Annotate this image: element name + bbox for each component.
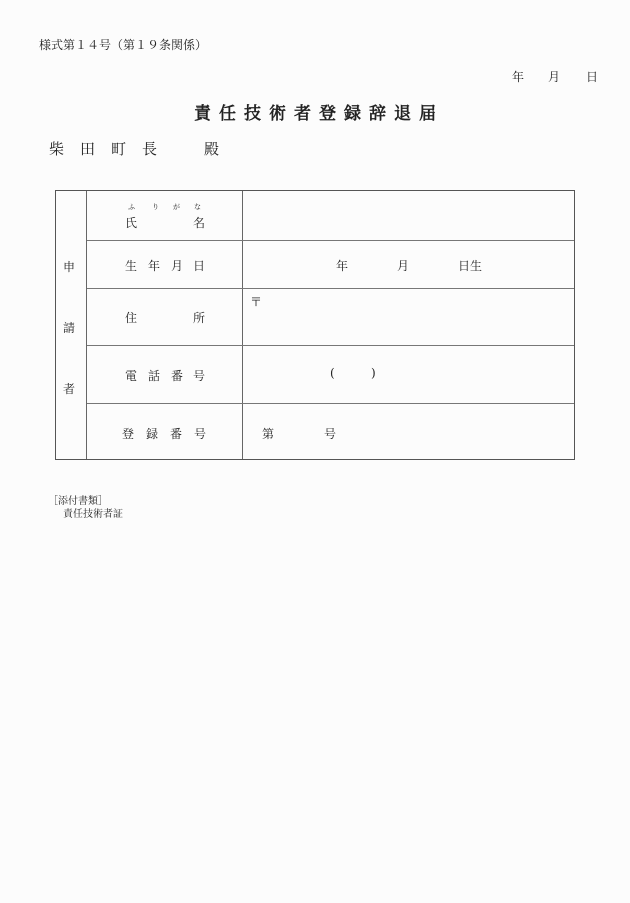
furigana-char: ふ bbox=[128, 203, 135, 211]
phone-label-char: 号 bbox=[193, 369, 206, 383]
birthdate-label-char: 年 bbox=[148, 259, 161, 273]
registration-prefix: 第 bbox=[262, 427, 275, 441]
addressee-char: 柴 bbox=[49, 140, 65, 158]
registration-label-char: 録 bbox=[146, 427, 159, 441]
applicant-label-char: 者 bbox=[63, 382, 76, 396]
addressee-char: 長 bbox=[142, 140, 158, 158]
registration-suffix: 号 bbox=[324, 427, 337, 441]
form-number: 様式第１４号（第１９条関係） bbox=[39, 38, 208, 52]
registration-label-char: 登 bbox=[122, 427, 135, 441]
furigana-char: り bbox=[152, 203, 159, 211]
furigana-char: な bbox=[194, 203, 201, 211]
phone-field[interactable] bbox=[244, 346, 574, 403]
column-divider bbox=[86, 191, 87, 459]
applicant-label-char: 請 bbox=[63, 321, 76, 335]
registration-label-char: 号 bbox=[194, 427, 207, 441]
attachment-item: 責任技術者証 bbox=[63, 509, 123, 520]
address-label-char: 住 bbox=[125, 311, 138, 325]
date-day-label: 日 bbox=[586, 70, 599, 84]
birthdate-field[interactable] bbox=[244, 241, 574, 288]
birth-month-label: 月 bbox=[397, 259, 410, 273]
attachments-heading: ［添付書類］ bbox=[48, 496, 108, 507]
addressee-char: 田 bbox=[80, 140, 96, 158]
birthdate-label-char: 日 bbox=[193, 259, 206, 273]
area-code-open-paren: ( bbox=[330, 366, 335, 380]
birthdate-label-char: 生 bbox=[125, 259, 138, 273]
applicant-table bbox=[55, 190, 575, 460]
date-year-label: 年 bbox=[512, 70, 525, 84]
address-field[interactable] bbox=[244, 289, 574, 345]
birth-year-label: 年 bbox=[336, 259, 349, 273]
name-label-char: 名 bbox=[193, 216, 206, 230]
document-title: 責任技術者登録辞退届 bbox=[194, 104, 444, 124]
addressee-honorific: 殿 bbox=[204, 140, 220, 158]
postal-mark: 〒 bbox=[250, 295, 263, 309]
name-field[interactable] bbox=[244, 191, 574, 240]
column-divider bbox=[242, 191, 243, 459]
birthdate-label-char: 月 bbox=[171, 259, 184, 273]
registration-label-char: 番 bbox=[170, 427, 183, 441]
addressee-char: 町 bbox=[111, 140, 127, 158]
phone-label-char: 番 bbox=[171, 369, 184, 383]
phone-label-char: 電 bbox=[125, 369, 138, 383]
phone-label-char: 話 bbox=[148, 369, 161, 383]
registration-number-field[interactable] bbox=[244, 404, 574, 459]
furigana-char: が bbox=[173, 203, 180, 211]
applicant-label-char: 申 bbox=[63, 260, 76, 274]
date-month-label: 月 bbox=[548, 70, 561, 84]
address-label-char: 所 bbox=[193, 311, 206, 325]
area-code-close-paren: ) bbox=[371, 366, 376, 380]
birth-day-label: 日生 bbox=[458, 259, 483, 273]
name-label-char: 氏 bbox=[125, 216, 138, 230]
